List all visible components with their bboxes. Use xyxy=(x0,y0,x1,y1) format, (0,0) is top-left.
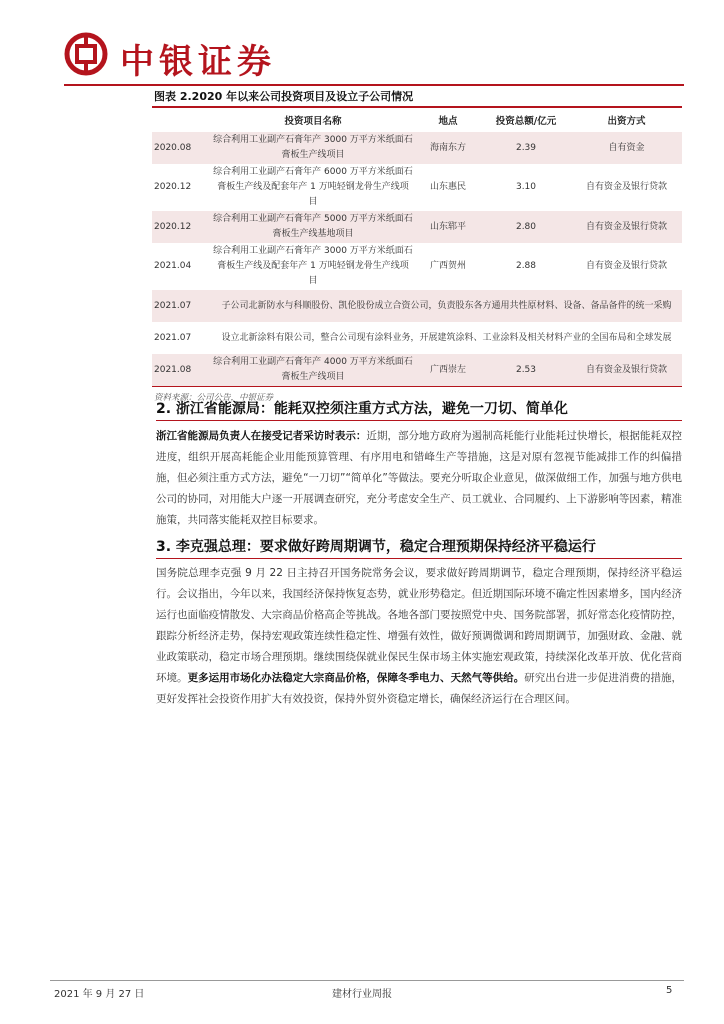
section-3-body-2: 研究出台进一步促进消费的措施，更好发挥社会投资作用扩大有效投资，保持外贸外资稳定增长，确保经济运行在合理区间。 xyxy=(156,672,683,705)
row-project: 子公司北新防水与科顺股份、凯伦股份成立合资公司，负责股东各方通用共性原材料、设备、备品备件的统一采购 xyxy=(211,290,682,322)
row-project: 综合利用工业副产石膏年产 4000 万平方米纸面石膏板生产线项目 xyxy=(211,354,415,386)
row-project: 综合利用工业副产石膏年产 3000 万平方米纸面石膏板生产线项目 xyxy=(211,132,415,164)
row-project: 综合利用工业副产石膏年产 5000 万平方米纸面石膏板生产线基地项目 xyxy=(211,211,415,243)
table-row xyxy=(152,132,682,164)
row-location: 山东惠民 xyxy=(429,182,466,192)
table-row xyxy=(152,322,682,354)
footer-page-number: 5 xyxy=(666,985,673,996)
section-3-bold: 更多运用市场化办法稳定大宗商品价格，保障冬季电力、天然气等供给。 xyxy=(187,672,525,684)
section-2-title: 2. 浙江省能源局：能耗双控须注重方式方法，避免一刀切、简单化 xyxy=(156,401,568,417)
row-date: 2020.08 xyxy=(152,132,211,164)
investment-table-block xyxy=(152,88,682,403)
investment-table xyxy=(152,108,682,386)
table-bottom-rule xyxy=(152,386,682,387)
row-project: 综合利用工业副产石膏年产 6000 万平方米纸面石膏板生产线及配套年产 1 万吨轻钢龙骨生产线项目 xyxy=(213,167,413,207)
header-rule xyxy=(64,84,684,86)
row-location: 海南东方 xyxy=(415,132,481,164)
table-title: 图表 2.2020 年以来公司投资项目及设立子公司情况 xyxy=(154,90,414,103)
row-funding: 自有资金及银行贷款 xyxy=(571,211,682,243)
column-header xyxy=(152,108,211,132)
footer-report-name: 建材行业周报 xyxy=(332,989,392,1000)
section-3-body-1: 国务院总理李克强 9 月 22 日主持召开国务院常务会议，要求做好跨周期调节，稳定合理预期，保持经济平稳运行。会议指出，今年以来，我国经济保持恢复态势，就业形势稳定。但近期国际环境不确定性因素增多，国内经济运行也面临疫情散发、大宗商品价格高企等挑战。各地各部门要按照党中央、国务院部署，抓好常态化疫情防控，跟踪分析经济走势，保持宏观政策连续性稳定性、增强有效性，做好预调微调和跨周期调节，加强财政、金融、就业政策联动，稳定市场合理预期。继续围绕保就业保民生保市场主体实施宏观政策，持续深化改革开放、优化营商环境。 xyxy=(156,567,682,684)
row-amount: 2.88 xyxy=(515,261,537,271)
row-date: 2021.07 xyxy=(154,332,192,343)
row-amount: 3.10 xyxy=(515,182,537,192)
column-header: 地点 xyxy=(438,116,458,127)
row-location: 山东郓平 xyxy=(415,211,481,243)
column-header: 投资项目名称 xyxy=(284,116,342,127)
table-row xyxy=(152,243,682,290)
section-2-lead: 浙江省能源局负责人在接受记者采访时表示： xyxy=(156,430,367,442)
section-3-rule xyxy=(156,558,682,559)
row-date: 2020.12 xyxy=(152,211,211,243)
section-2-body: 近期，部分地方政府为遏制高耗能行业能耗过快增长，根据能耗双控进度，组织开展高耗能企业用能预算管理、有序用电和错峰生产等措施，这是对原有忽视节能减排工作的纠偏措施，但必须注重方式方法，避免“一刀切”“简单化”等做法。要充分听取企业意见，做深做细工作，加强与地方供电公司的协同，对用能大户逐一开展调查研究，充分考虑安全生产、员工就业、合同履约、上下游影响等因素，精准施策，共同落实能耗双控目标要求。 xyxy=(156,430,683,526)
page-header xyxy=(64,28,684,84)
table-row xyxy=(152,164,682,211)
row-location: 广西崇左 xyxy=(415,354,481,386)
table-row xyxy=(152,211,682,243)
column-header: 投资总额/亿元 xyxy=(495,116,557,127)
section-2-paragraph xyxy=(156,426,682,531)
section-2-rule xyxy=(156,420,682,421)
brand-name: 中银证券 xyxy=(120,42,276,82)
row-project: 设立北新涂料有限公司，整合公司现有涂料业务，开展建筑涂料、工业涂料及相关材料产业的全国布局和全球发展 xyxy=(221,332,672,343)
table-header-row xyxy=(152,108,682,132)
section-3-paragraph xyxy=(156,563,682,710)
table-row xyxy=(152,290,682,322)
table-source: 资料来源：公司公告，中银证券 xyxy=(154,393,274,403)
row-funding: 自有资金及银行贷款 xyxy=(585,182,667,192)
row-date: 2021.08 xyxy=(152,354,211,386)
section-3-title: 3. 李克强总理：要求做好跨周期调节，稳定合理预期保持经济平稳运行 xyxy=(156,539,596,555)
row-date: 2020.12 xyxy=(154,182,192,192)
row-date: 2021.07 xyxy=(152,290,211,322)
row-amount: 2.39 xyxy=(481,132,571,164)
row-funding: 自有资金及银行贷款 xyxy=(585,261,667,271)
column-header: 出资方式 xyxy=(607,116,646,127)
row-amount: 2.80 xyxy=(481,211,571,243)
footer-rule xyxy=(50,980,684,981)
row-date: 2021.04 xyxy=(154,261,192,271)
row-funding: 自有资金 xyxy=(571,132,682,164)
row-amount: 2.53 xyxy=(481,354,571,386)
row-project: 综合利用工业副产石膏年产 3000 万平方米纸面石膏板生产线及配套年产 1 万吨轻钢龙骨生产线项目 xyxy=(213,246,413,286)
table-row xyxy=(152,354,682,386)
row-funding: 自有资金及银行贷款 xyxy=(571,354,682,386)
row-location: 广西贺州 xyxy=(429,261,466,271)
footer-date: 2021 年 9 月 27 日 xyxy=(54,989,145,1000)
bank-of-china-logo-icon xyxy=(64,32,108,76)
